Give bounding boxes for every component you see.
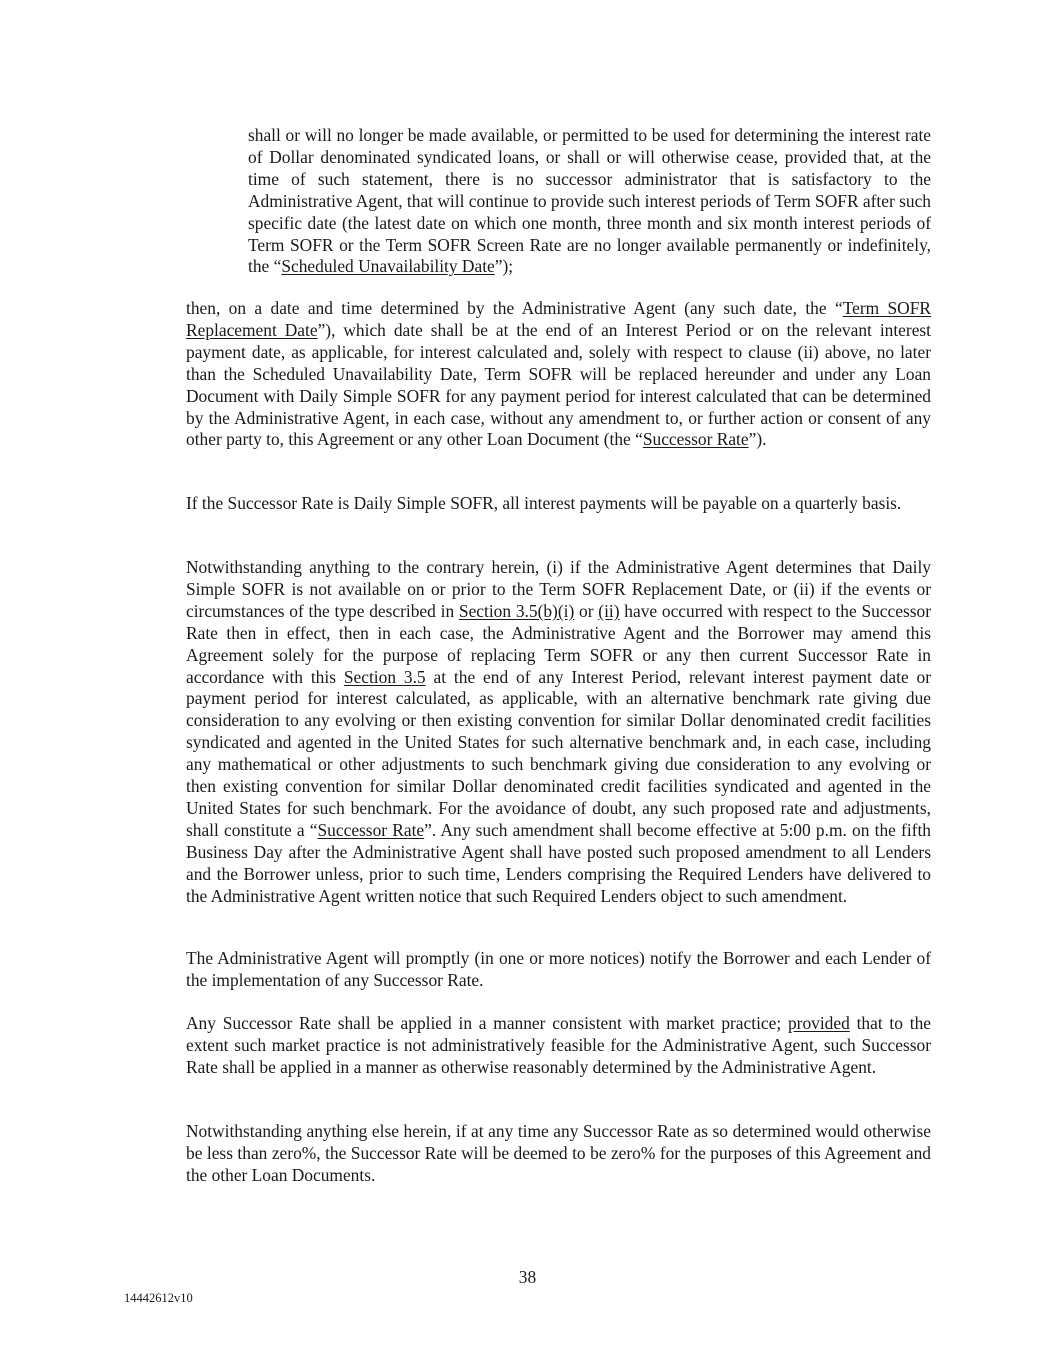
paragraph-market-practice: Any Successor Rate shall be applied in a manner consistent with market practice; provided that to the extent such market practice is not administratively feasible for the Administrative Agent, such Successor Rate shall be applied in a manner as otherwise reasonably determined by the Administrative Agent. xyxy=(186,1013,931,1077)
defined-term-term-sofr-replacement-date: Term SOFR Replacement Date xyxy=(186,298,931,340)
page-number: 38 xyxy=(518,1267,537,1287)
paragraph-replacement-date: then, on a date and time determined by the Administrative Agent (any such date, the “Term SOFR Replacement Date”), which date shall be at the end of an Interest Period or on the relevant interest payment date, as applicable, for interest calculated and, solely with respect to clause (ii) above, no later than the Scheduled Unavailability Date, Term SOFR will be replaced hereunder and under any Loan Document with Daily Simple SOFR for any payment period for interest calculated that can be determined by the Administrative Agent, in each case, without any amendment to, or further action or consent of any other party to, this Agreement or any other Loan Document (the “Successor Rate”). xyxy=(186,298,932,450)
defined-term-provided: provided xyxy=(787,1013,850,1033)
section-ref-3-5: Section 3.5 xyxy=(343,666,426,687)
paragraph-quarterly-basis: If the Successor Rate is Daily Simple SOFR, all interest payments will be payable on a quarterly basis. xyxy=(186,493,902,513)
indented-paragraph: shall or will no longer be made available, or permitted to be used for determining the interest rate of Dollar denominated syndicated loans, or shall or will otherwise cease, provided that, at the time of such statement, there is no successor administrator that is satisfactory to the Administrative Agent, that will continue to provide such interest periods of Term SOFR after such specific date (the latest date on which one month, three month and six month interest periods of Term SOFR or the Term SOFR Screen Rate are no longer available permanently or indefinitely, the “Scheduled Unavailability Date”); xyxy=(248,125,931,277)
document-id: 14442612v10 xyxy=(124,1291,193,1305)
section-ref-ii: (ii) xyxy=(598,600,620,621)
paragraph-notwithstanding-contrary: Notwithstanding anything to the contrary herein, (i) if the Administrative Agent determines that Daily Simple SOFR is not available on or prior to the Term SOFR Replacement Date, or (ii) if the events or circumstances of the type described in Section 3.5(b)(i) or (ii) have occurred with respect to the Successor Rate then in effect, then in each case, the Administrative Agent and the Borrower may amend this Agreement solely for the purpose of replacing Term SOFR or any then current Successor Rate in accordance with this Section 3.5 at the end of any Interest Period, relevant interest payment date or payment period for interest calculated, as applicable, with an alternative benchmark rate giving due consideration to any evolving or then existing convention for similar Dollar denominated credit facilities syndicated and agented in the United States for such alternative benchmark and, in each case, including any mathematical or other adjustments to such benchmark giving due consideration to any evolving or then existing convention for similar Dollar denominated credit facilities syndicated and agented in the United States for such benchmark. For the avoidance of doubt, any such proposed rate and adjustments, shall constitute a “Successor Rate”. Any such amendment shall become effective at 5:00 p.m. on the fifth Business Day after the Administrative Agent shall have posted such proposed amendment to all Lenders and the Borrower unless, prior to such time, Lenders comprising the Required Lenders have delivered to the Administrative Agent written notice that such Required Lenders object to such amendment. xyxy=(186,557,932,906)
paragraph-zero-floor: Notwithstanding anything else herein, if at any time any Successor Rate as so determined would otherwise be less than zero%, the Successor Rate will be deemed to be zero% for the purposes of this Agreement and the other Loan Documents. xyxy=(186,1121,931,1185)
paragraph-notification: The Administrative Agent will promptly (in one or more notices) notify the Borrower and each Lender of the implementation of any Successor Rate. xyxy=(186,948,931,990)
defined-term-successor-rate: Successor Rate xyxy=(317,819,425,840)
section-ref-3-5-b-i: Section 3.5(b)(i) xyxy=(458,600,575,621)
defined-term-successor-rate: Successor Rate xyxy=(642,429,749,450)
defined-term-scheduled-unavailability-date: Scheduled Unavailability Date xyxy=(281,256,495,277)
